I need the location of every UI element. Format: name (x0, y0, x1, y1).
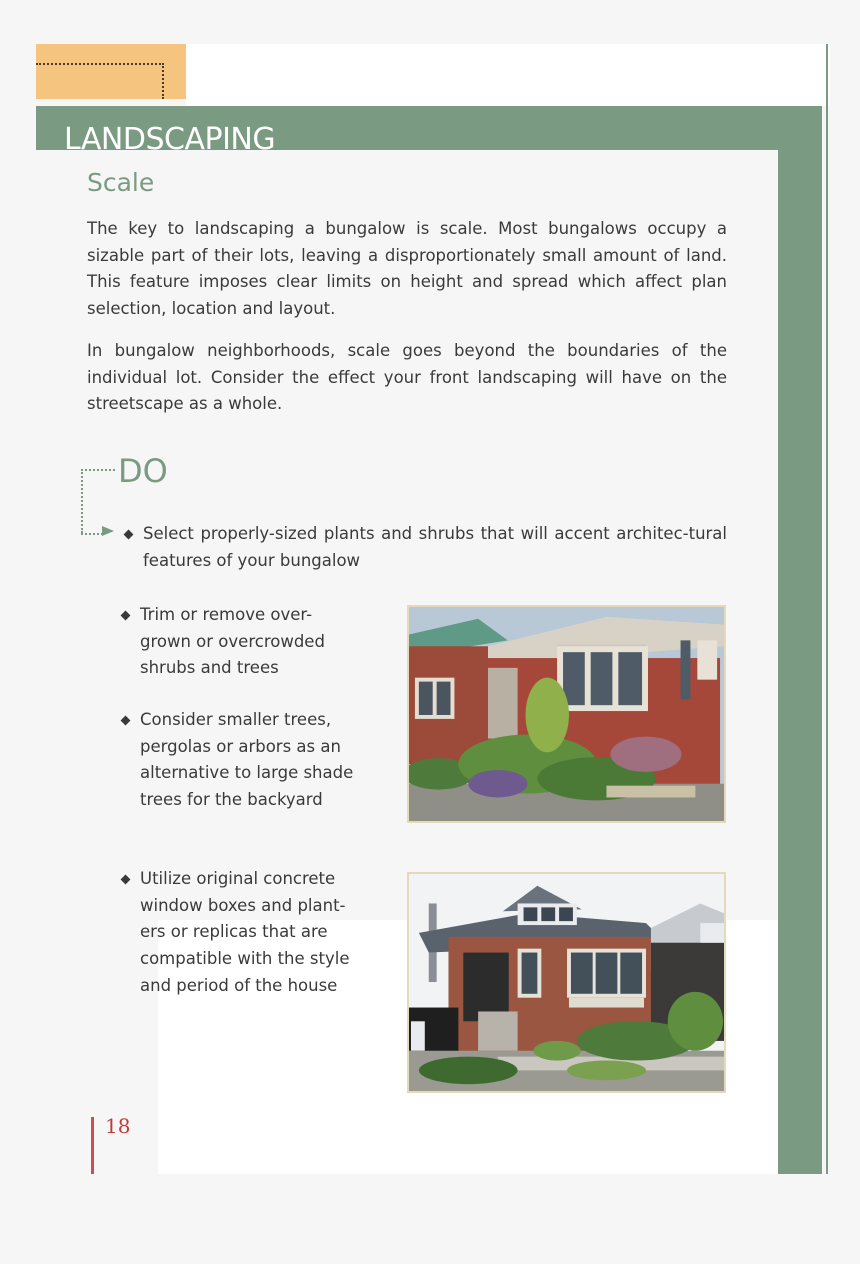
scale-paragraph-1: The key to landscaping a bungalow is scale. Most bungalows occupy a sizable part of their lots, leaving a disproportionately small amount of land. This feature imposes clear limits on height and spread which affect plan selection, location and layout. (87, 219, 727, 319)
do-list-item (143, 521, 727, 574)
bungalow-garden-illustration (409, 607, 724, 821)
do-heading: DO (118, 452, 168, 490)
arrow-right-icon (102, 526, 114, 536)
do-list-item (140, 602, 350, 682)
dotted-line-horizontal (36, 63, 164, 65)
do-list-item (140, 707, 355, 814)
do-item-text: Select properly-sized plants and shrubs that will accent architec-tural features of your bungalow (143, 524, 727, 570)
header-white-strip (186, 44, 830, 106)
do-list-item (140, 866, 365, 1000)
page-number: 18 (105, 1114, 131, 1138)
do-item-text: Trim or remove over-grown or overcrowded shrubs and trees (140, 605, 325, 678)
bungalow-garden-photo (407, 605, 726, 823)
section-title: LANDSCAPING (64, 122, 276, 150)
bungalow-dormer-photo (407, 872, 726, 1093)
scale-heading: Scale (87, 168, 155, 197)
bungalow-dormer-illustration (409, 874, 724, 1091)
orange-corner-tab (36, 44, 186, 99)
right-green-border (778, 106, 822, 1174)
right-thin-rule (826, 44, 828, 1174)
do-connector-side (81, 469, 83, 533)
page-number-rule (91, 1117, 94, 1174)
do-item-text: Utilize original concrete window boxes and plant-ers or replicas that are compatible with the style and period of the house (140, 869, 350, 995)
do-connector-bottom (81, 533, 103, 535)
do-item-text: Consider smaller trees, pergolas or arbors as an alternative to large shade trees for the backyard (140, 710, 354, 810)
do-connector-top (81, 469, 115, 471)
dotted-line-vertical (162, 63, 164, 99)
scale-paragraph-2: In bungalow neighborhoods, scale goes beyond the boundaries of the individual lot. Consider the effect your front landscaping will have on the streetscape as a whole. (87, 341, 727, 414)
